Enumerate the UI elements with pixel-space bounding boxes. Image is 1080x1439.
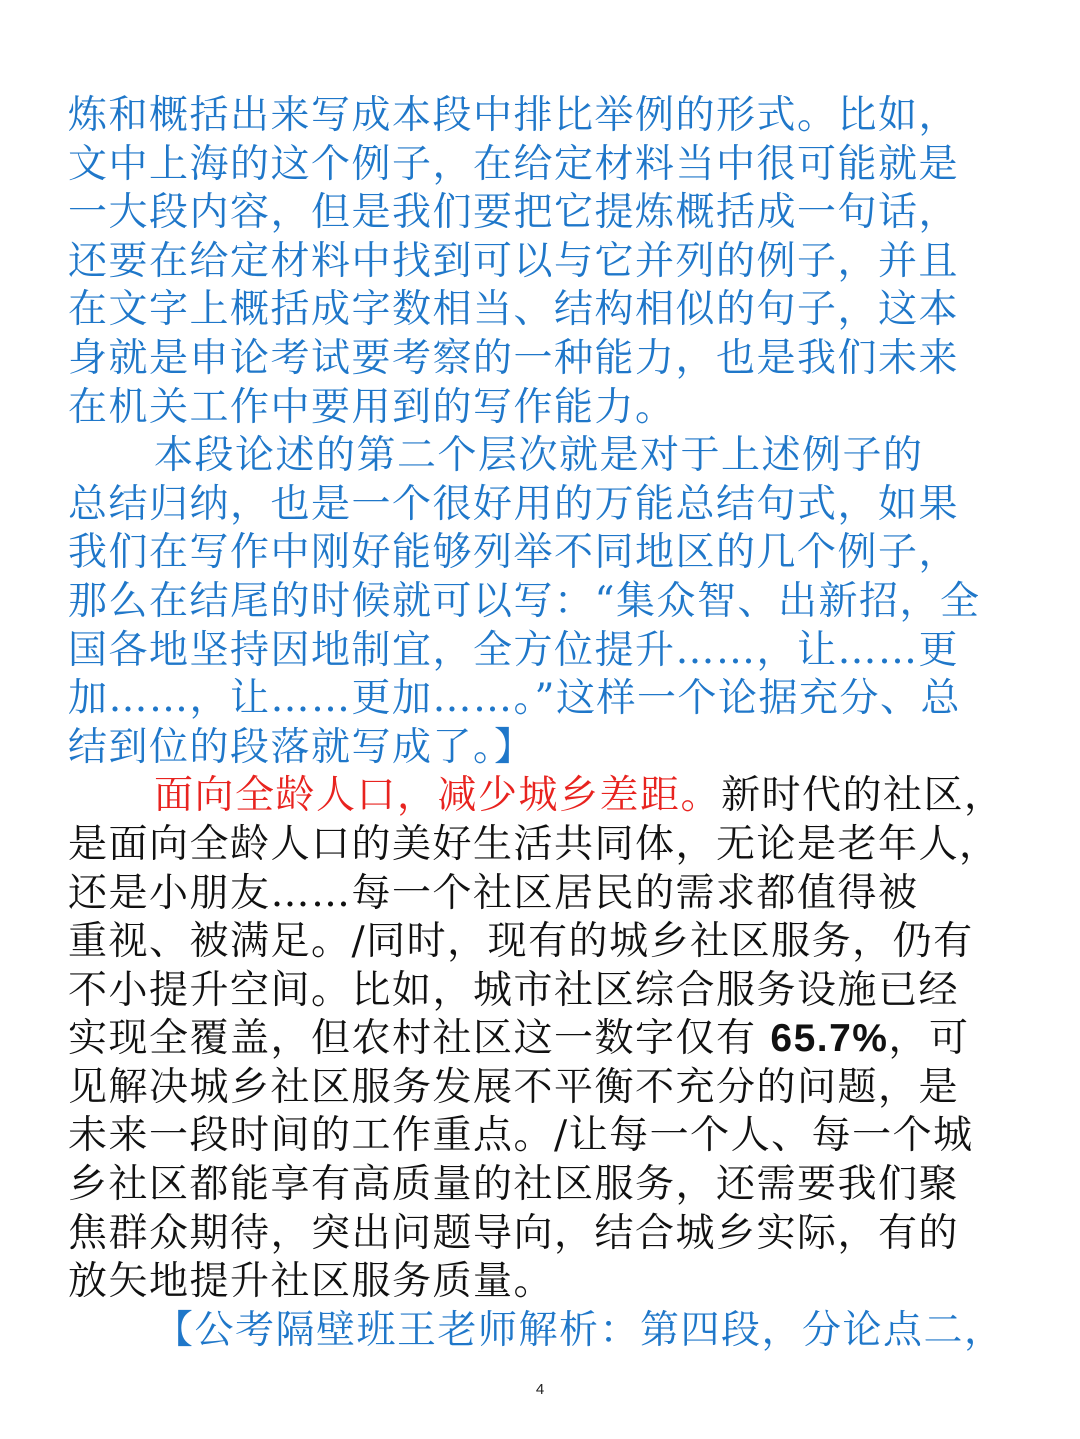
paragraph-text: ，可: [888, 1016, 970, 1062]
paragraph-line: 乡社区都能享有高质量的社区服务，还需要我们聚: [68, 1162, 960, 1208]
analysis-line: 身就是申论考试要考察的一种能力，也是我们未来: [68, 335, 960, 381]
analysis-line: 我们在写作中刚好能够列举不同地区的几个例子，: [68, 530, 960, 576]
paragraph-text: 实现全覆盖，但农村社区这一数字仅有: [68, 1016, 771, 1062]
analysis-line: 那么在结尾的时候就可以写：“集众智、出新招，全: [68, 578, 981, 624]
analysis-line: 加……，让……更加……。”这样一个论据充分、总: [68, 676, 961, 722]
paragraph-line: 未来一段时间的工作重点。/让每一个人、每一个城: [68, 1113, 974, 1159]
paragraph-line: 还是小朋友……每一个社区居民的需求都值得被: [68, 870, 919, 916]
analysis-line: 【公考隔壁班王老师解析：第四段，分论点二，: [154, 1307, 1005, 1353]
page-number: 4: [535, 1381, 545, 1398]
analysis-line: 在文字上概括成字数相当、结构相似的句子，这本: [68, 287, 960, 333]
paragraph-line: 重视、被满足。/同时，现有的城乡社区服务，仍有: [68, 919, 974, 965]
analysis-line: 本段论述的第二个层次就是对于上述例子的: [154, 433, 924, 479]
paragraph-text: 新时代的社区，: [721, 773, 1005, 819]
analysis-line: 总结归纳，也是一个很好用的万能总结句式，如果: [68, 481, 960, 527]
analysis-line: 结到位的段落就写成了。】: [68, 724, 535, 770]
paragraph-line: 焦群众期待，突出问题导向，结合城乡实际，有的: [68, 1210, 960, 1256]
paragraph-line: 不小提升空间。比如，城市社区综合服务设施已经: [68, 967, 960, 1013]
analysis-block-1: [68, 92, 1018, 772]
analysis-line: 文中上海的这个例子，在给定材料当中很可能就是: [68, 141, 960, 187]
analysis-line: 国各地坚持因地制宜，全方位提升……，让……更: [68, 627, 960, 673]
paragraph-first-line: [68, 772, 1018, 821]
document-page: [68, 92, 1018, 1355]
analysis-line: 在机关工作中要用到的写作能力。: [68, 384, 676, 430]
analysis-line: 炼和概括出来写成本段中排比举例的形式。比如，: [68, 93, 960, 138]
percent-value: 65.7%: [770, 1017, 889, 1061]
analysis-block-2: [68, 1307, 1018, 1356]
paragraph-heading: 面向全龄人口，减少城乡差距。: [154, 773, 722, 819]
paragraph-line: 见解决城乡社区服务发展不平衡不充分的问题，是: [68, 1064, 960, 1110]
body-paragraph: [68, 772, 1018, 1307]
paragraph-line: 是面向全龄人口的美好生活共同体，无论是老年人，: [68, 821, 1000, 867]
paragraph-line: [68, 1015, 1018, 1064]
analysis-line: 一大段内容，但是我们要把它提炼概括成一句话，: [68, 190, 960, 236]
analysis-line: 还要在给定材料中找到可以与它并列的例子，并且: [68, 238, 960, 284]
paragraph-line: 放矢地提升社区服务质量。: [68, 1259, 555, 1305]
